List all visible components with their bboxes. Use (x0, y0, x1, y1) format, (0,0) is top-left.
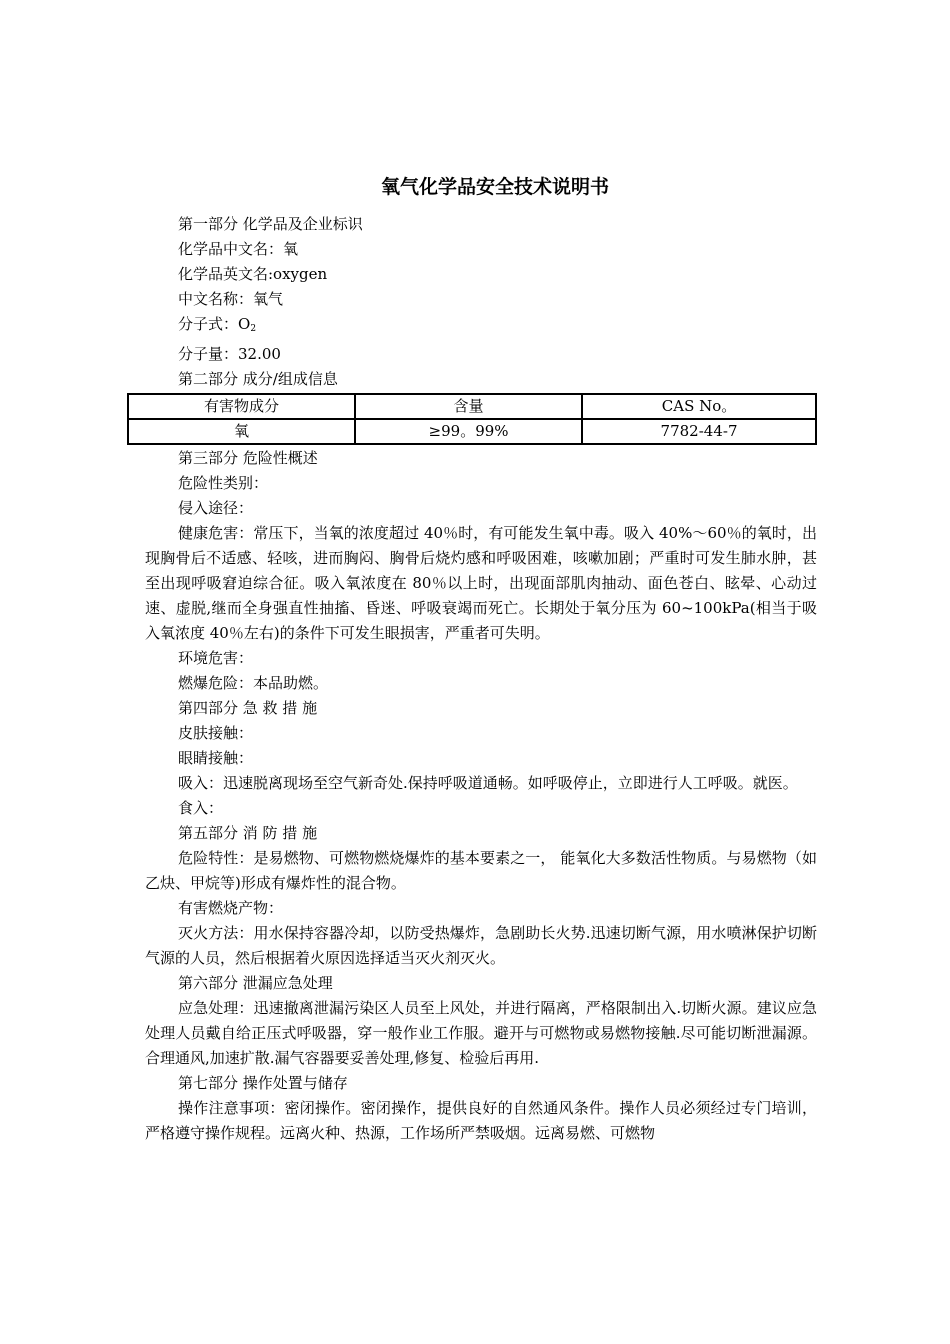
table-cell: 7782-44-7 (582, 419, 816, 444)
extinguishing-method: 灭火方法：用水保持容器冷却，以防受热爆炸，急剧助长火势.迅速切断气源，用水喷淋保护切断气源的人员，然后根据着火原因选择适当灭火剂灭火。 (145, 924, 817, 967)
chemical-cn-name: 化学品中文名：氧 (178, 240, 299, 258)
molecular-formula (145, 312, 817, 342)
document-title: 氧气化学品安全技术说明书 (380, 176, 609, 198)
part4-heading: 第四部分 急 救 措 施 (178, 699, 318, 717)
part1-heading: 第一部分 化学品及企业标识 (178, 215, 363, 233)
composition-table (127, 393, 817, 445)
chemical-en-name: 化学品英文名:oxygen (178, 265, 328, 283)
molecular-weight: 分子量：32.00 (178, 345, 281, 363)
hazard-category: 危险性类别： (178, 474, 269, 492)
part5-heading: 第五部分 消 防 措 施 (178, 824, 318, 842)
ingestion: 食入： (178, 799, 224, 817)
inhalation: 吸入：迅速脱离现场至空气新奇处.保持呼吸道通畅。如呼吸停止，立即进行人工呼吸。就医。 (178, 774, 798, 792)
document-body (145, 212, 817, 1146)
fire-explosion-hazard: 燃爆危险：本品助燃。 (178, 674, 329, 692)
table-header-cell: 含量 (355, 394, 582, 419)
eye-contact: 眼睛接触： (178, 749, 254, 767)
common-name: 中文名称：氧气 (178, 290, 284, 308)
health-hazard: 健康危害：常压下，当氧的浓度超过 40％时，有可能发生氧中毒。吸入 40%～60％的氧时，出现胸骨后不适感、轻咳，进而胸闷、胸骨后烧灼感和呼吸困难，咳嗽加剧；严重时可发生肺水肿，甚至出现呼吸窘迫综合征。吸入氧浓度在 80％以上时，出现面部肌肉抽动、面色苍白、眩晕、心动过速、虚脱,继而全身强直性抽搐、昏迷、呼吸衰竭而死亡。长期处于氧分压为 60~100kPa(相当于吸入氧浓度 40％左右)的条件下可发生眼损害，严重者可失明。 (145, 524, 817, 642)
table-cell: ≥99。99% (355, 419, 582, 444)
combustion-products: 有害燃烧产物： (178, 899, 284, 917)
handling-notes: 操作注意事项：密闭操作。密闭操作，提供良好的自然通风条件。操作人员必须经过专门培训，严格遵守操作规程。远离火种、热源，工作场所严禁吸烟。远离易燃、可燃物 (145, 1099, 817, 1142)
part7-heading: 第七部分 操作处置与储存 (178, 1074, 348, 1092)
table-row (128, 419, 816, 444)
part6-heading: 第六部分 泄漏应急处理 (178, 974, 333, 992)
skin-contact: 皮肤接触： (178, 724, 254, 742)
table-header-cell: CAS No。 (582, 394, 816, 419)
exposure-route: 侵入途径： (178, 499, 254, 517)
emergency-response: 应急处理：迅速撤离泄漏污染区人员至上风处，并进行隔离，严格限制出入.切断火源。建议应急处理人员戴自给正压式呼吸器，穿一般作业工作服。避开与可燃物或易燃物接触.尽可能切断泄漏源。合理通风,加速扩散.漏气容器要妥善处理,修复、检验后再用. (145, 999, 817, 1067)
formula-label: 分子式：O (178, 315, 251, 333)
part2-heading: 第二部分 成分/组成信息 (178, 370, 338, 388)
formula-subscript: 2 (250, 324, 257, 334)
table-header-cell: 有害物成分 (128, 394, 355, 419)
table-header-row (128, 394, 816, 419)
hazard-properties: 危险特性：是易燃物、可燃物燃烧爆炸的基本要素之一， 能氧化大多数活性物质。与易燃物（如乙炔、甲烷等)形成有爆炸性的混合物。 (145, 849, 817, 892)
environment-hazard: 环境危害： (178, 649, 254, 667)
part3-heading: 第三部分 危险性概述 (178, 449, 318, 467)
table-cell: 氧 (128, 419, 355, 444)
